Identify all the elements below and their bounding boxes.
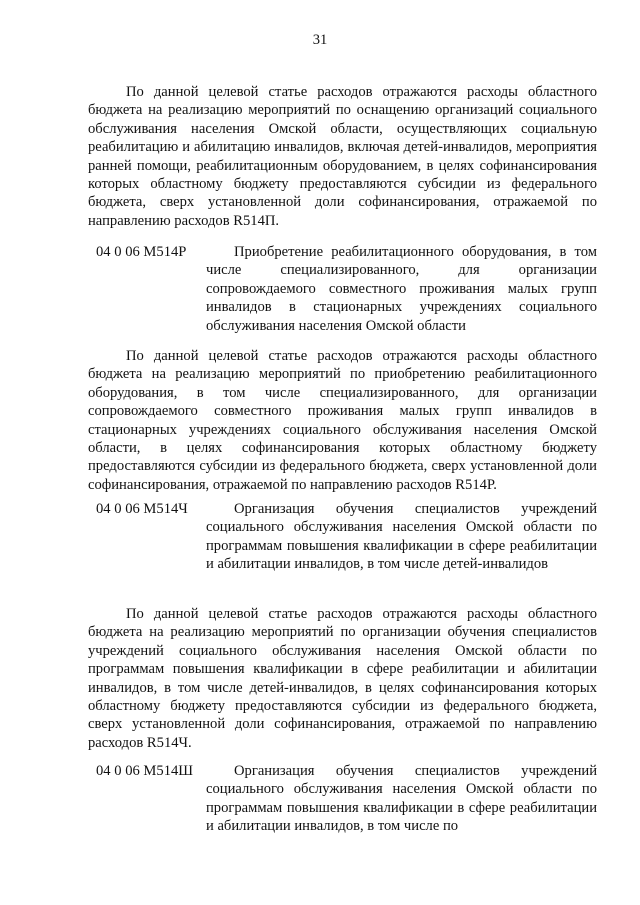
budget-code: 04 0 06 M514Ш [96,763,194,779]
paragraph-3: По данной целевой статье расходов отражаются расходы областного бюджета на реализацию мероприятий по организации обучения специалистов учреждений социального обслуживания населения Омской области по программам повышения квалификации в сфере реабилитации и абилитации инвалидов, в том числе детей-инвалидов, в целях софинансирования которых областному бюджету предоставляются субсидии из федерального бюджета, сверх установленной доли софинансирования, отражаемой по направлению расходов R514Ч. [88,606,597,751]
paragraph-1: По данной целевой статье расходов отражаются расходы областного бюджета на реализацию мероприятий по оснащению организаций социального обслуживания населения Омской области, осуществляющих социальную реабилитацию и абилитацию инвалидов, включая детей-инвалидов, мероприятия ранней помощи, реабилитационным оборудованием, в целях софинансирования которых областному бюджету предоставляются субсидии из федерального бюджета, сверх установленной доли софинансирования, отражаемой по направлению расходов R514П. [88,84,597,229]
budget-entry-title: Организация обучения специалистов учреждений социального обслуживания населения Омской области по программам повышения квалификации в сфере реабилитации и абилитации инвалидов, в том числе детей-инвалидов [206,501,597,573]
budget-entry-title: Организация обучения специалистов учреждений социального обслуживания населения Омской области по программам повышения квалификации в сфере реабилитации и абилитации инвалидов, в том числе по [206,763,597,835]
budget-code: 04 0 06 M514Ч [96,501,188,517]
budget-code: 04 0 06 M514Р [96,244,187,260]
paragraph-2: По данной целевой статье расходов отражаются расходы областного бюджета на реализацию мероприятий по приобретению реабилитационного оборудования, в том числе специализированного, для организации сопровождаемого совместного проживания малых групп инвалидов в стационарных учреждениях социального обслуживания населения Омской области, в целях софинансирования которых областному бюджету предоставляются субсидии из федерального бюджета, сверх установленной доли софинансирования, отражаемой по направлению расходов R514Р. [88,348,597,493]
budget-entry-title: Приобретение реабилитационного оборудования, в том числе специализированного, для организации сопровождаемого совместного проживания малых групп инвалидов в стационарных учреждениях социального обслуживания населения Омской области [206,244,597,334]
page-number: 31 [312,32,328,48]
